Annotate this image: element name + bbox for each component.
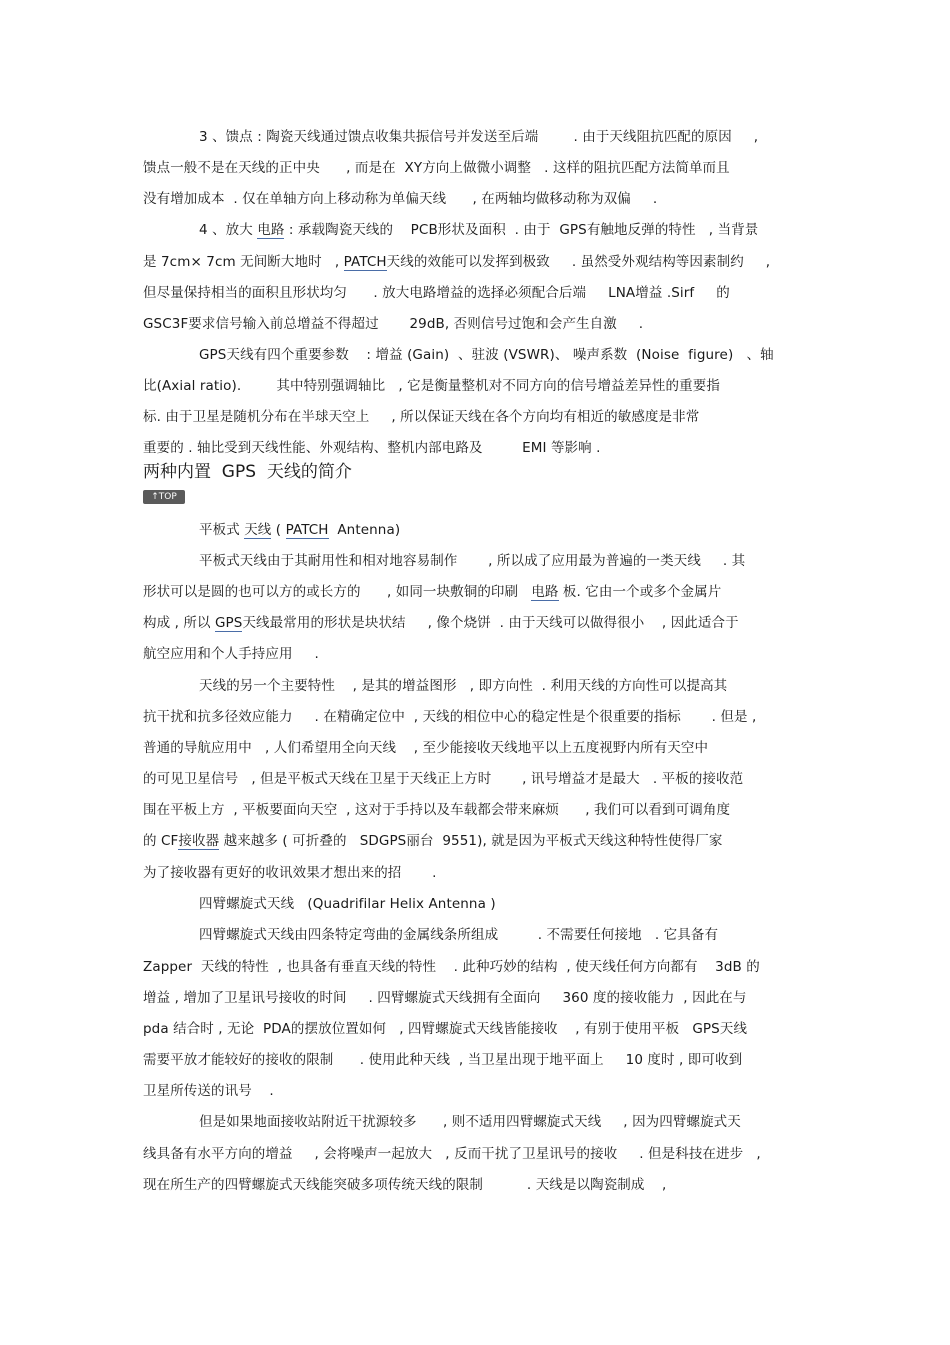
patch-title-link[interactable]: PATCH — [285, 522, 329, 538]
section4-prefix: 4 、放大 — [199, 222, 258, 238]
helix-p1-line-3: 增益 , 增加了卫星讯号接收的时间 . 四臂螺旋式天线拥有全面向 360 度的接收能力 , 因此在与 — [143, 990, 747, 1006]
helix-p1-line-1: 四臂螺旋式天线由四条特定弯曲的金属线条所组成 . 不需要任何接地 . 它具备有 — [199, 927, 719, 943]
patch-title-prefix: 平板式 — [199, 522, 245, 538]
patch-p2-line-6-start: 的 CF — [143, 833, 179, 849]
patch-p2-line-2: 抗干扰和抗多径效应能力 . 在精确定位中 , 天线的相位中心的稳定性是个很重要的指标 . 但是 , — [143, 709, 757, 725]
patch-p1-line-3-rest: 天线最常用的形状是块状结 , 像个烧饼 . 由于天线可以做得很小 , 因此适合于 — [242, 615, 739, 631]
params-line-1: GPS天线有四个重要参数 : 增益 (Gain) 、驻波 (VSWR)、 噪声系数 (Noise figure) 、轴 — [199, 347, 774, 363]
helix-p1-line-5: 需要平放才能较好的接收的限制 . 使用此种天线 , 当卫星出现于地平面上 10 度时 , 即可收到 — [143, 1052, 743, 1068]
top-button-label: TOP — [158, 492, 177, 502]
helix-title: 四臂螺旋式天线 (Quadrifilar Helix Antenna ) — [199, 896, 496, 912]
patch-title-paren: ( — [271, 522, 286, 538]
patch-p1-line-1: 平板式天线由于其耐用性和相对地容易制作 , 所以成了应用最为普遍的一类天线 . 其 — [199, 553, 746, 569]
patch-p2-line-7: 为了接收器有更好的收讯效果才想出来的招 . — [143, 865, 437, 881]
helix-p1-line-4: pda 结合时 , 无论 PDA的摆放位置如何 , 四臂螺旋式天线皆能接收 , 有别于使用平板 GPS天线 — [143, 1021, 748, 1037]
receiver-link[interactable]: 接收器 — [178, 833, 220, 849]
section4-line-4: GSC3F要求信号输入前总增益不得超过 29dB, 否则信号过饱和会产生自激 . — [143, 316, 644, 332]
patch-p2-line-3: 普通的导航应用中 , 人们希望用全向天线 , 至少能接收天线地平以上五度视野内所有天空中 — [143, 740, 709, 756]
patch-p2-line-6 — [143, 832, 722, 850]
helix-p1-line-6: 卫星所传送的讯号 . — [143, 1083, 274, 1099]
patch-p1-line-4: 航空应用和个人手持应用 . — [143, 646, 319, 662]
helix-p2-line-1: 但是如果地面接收站附近干扰源较多 , 则不适用四臂螺旋式天线 , 因为四臂螺旋式天 — [199, 1114, 741, 1130]
section3-line-1: 3 、馈点 : 陶瓷天线通过馈点收集共振信号并发送至后端 . 由于天线阻抗匹配的原因 , — [199, 129, 759, 145]
helix-p2-line-3: 现在所生产的四臂螺旋式天线能突破多项传统天线的限制 . 天线是以陶瓷制成 , — [143, 1177, 667, 1193]
section3-line-3: 没有增加成本 . 仅在单轴方向上移动称为单偏天线 , 在两轴均做移动称为双偏 . — [143, 191, 658, 207]
section3-line-2: 馈点一般不是在天线的正中央 , 而是在 XY方向上做微小调整 . 这样的阻抗匹配方法简单而且 — [143, 160, 730, 176]
patch-p1-line-2 — [143, 583, 721, 601]
patch-p1-line-2-rest: 板. 它由一个或多个金属片 — [558, 584, 722, 600]
params-line-4: 重要的 . 轴比受到天线性能、外观结构、整机内部电路及 EMI 等影响 . — [143, 440, 601, 456]
back-to-top-button[interactable] — [143, 490, 185, 504]
antenna-link[interactable]: 天线 — [244, 522, 272, 538]
section4-line-2 — [143, 253, 770, 271]
section-heading: 两种内置 GPS 天线的简介 — [143, 462, 352, 482]
section4-line-2-rest: 天线的效能可以发挥到极致 . 虽然受外观结构等因素制约 , — [386, 254, 771, 270]
patch-p2-line-1: 天线的另一个主要特性 , 是其的增益图形 , 即方向性 . 利用天线的方向性可以提高其 — [199, 678, 728, 694]
circuit-board-link[interactable]: 电路 — [531, 584, 559, 600]
patch-title-suffix: Antenna) — [328, 522, 401, 538]
patch-p2-line-5: 围在平板上方 , 平板要面向天空 , 这对于手持以及车载都会带来麻烦 , 我们可以看到可调角度 — [143, 802, 731, 818]
patch-p1-line-2-start: 形状可以是圆的也可以方的或长方的 , 如同一块敷铜的印刷 — [143, 584, 532, 600]
section4-line-1-rest: : 承载陶瓷天线的 PCB形状及面积 . 由于 GPS有触地反弹的特性 , 当背景 — [284, 222, 759, 238]
up-arrow-icon: ↑ — [151, 492, 159, 502]
patch-link[interactable]: PATCH — [343, 254, 387, 270]
gps-link[interactable]: GPS — [214, 615, 243, 631]
section4-line-3: 但尽量保持相当的面积且形状均匀 . 放大电路增益的选择必须配合后端 LNA增益 .Sirf 的 — [143, 285, 730, 301]
params-line-3: 标. 由于卫星是随机分布在半球天空上 , 所以保证天线在各个方向均有相近的敏感度是非常 — [143, 409, 700, 425]
section4-line-2-start: 是 7cm× 7cm 无间断大地时 , — [143, 254, 344, 270]
patch-p2-line-4: 的可见卫星信号 , 但是平板式天线在卫星于天线正上方时 , 讯号增益才是最大 . 平板的接收范 — [143, 771, 744, 787]
patch-p1-line-3-start: 构成 , 所以 — [143, 615, 215, 631]
patch-title — [199, 521, 400, 539]
helix-p2-line-2: 线具备有水平方向的增益 , 会将噪声一起放大 , 反而干扰了卫星讯号的接收 . 但是科技在进步 , — [143, 1146, 761, 1162]
circuit-link[interactable]: 电路 — [257, 222, 285, 238]
helix-p1-line-2: Zapper 天线的特性 , 也具备有垂直天线的特性 . 此种巧妙的结构 , 使天线任何方向都有 3dB 的 — [143, 959, 760, 975]
patch-p1-line-3 — [143, 614, 739, 632]
patch-p2-line-6-rest: 越来越多 ( 可折叠的 SDGPS丽台 9551), 就是因为平板式天线这种特性使得厂家 — [219, 833, 723, 849]
section4-line-1 — [199, 221, 758, 239]
params-line-2: 比(Axial ratio). 其中特别强调轴比 , 它是衡量整机对不同方向的信号增益差异性的重要指 — [143, 378, 720, 394]
